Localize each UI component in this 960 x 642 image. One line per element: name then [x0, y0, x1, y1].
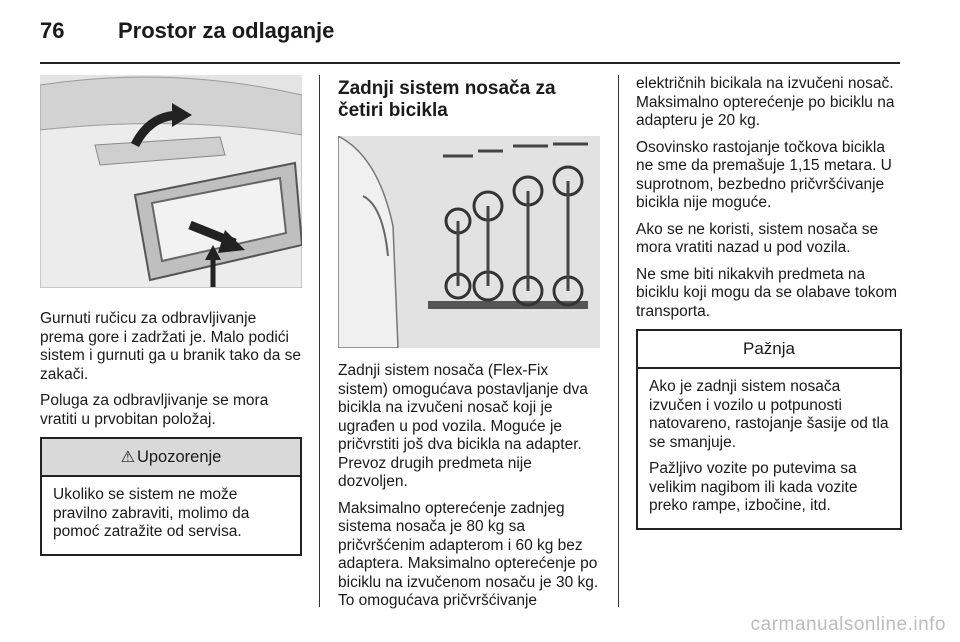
warning-triangle-icon: ⚠	[120, 449, 135, 466]
page-title: Prostor za odlaganje	[118, 18, 335, 43]
caution-box	[636, 329, 902, 530]
body-paragraph: električnih bicikala na izvučeni nosač. Maksimalno opterećenje po biciklu na adapteru je 20 kg.	[636, 75, 895, 129]
page-header	[0, 0, 960, 70]
watermark: carmanualsonline.info	[750, 614, 946, 635]
warning-title: Upozorenje	[136, 448, 222, 466]
body-paragraph: Zadnji sistem nosača (Flex-Fix sistem) omogućava postavljanje dva bicikla na izvučeni nosač koji je ugrađen u pod vozila. Moguće je pričvrstiti još dva bicikla na adapter. Prevoz drugih predmeta nije dozvoljen.	[338, 362, 588, 490]
warning-text: Ukoliko se sistem ne može pravilno zabraviti, molimo da pomoć zatražite od servisa.	[53, 486, 250, 540]
caution-text: Pažljivo vozite po putevima sa velikim nagibom ili kada vozite preko rampe, izbočine, itd.	[649, 460, 858, 514]
column-divider	[319, 75, 320, 607]
caution-text: Ako je zadnji sistem nosača izvučen i vozilo u potpunosti natovareno, rastojanje šasije od tla se smanjuje.	[649, 378, 889, 451]
header-rule	[40, 62, 900, 64]
instruction-paragraph: Gurnuti ručicu za odbravljivanje prema gore i zadržati je. Malo podići sistem i gurnuti ga u branik tako da se zakači.	[40, 310, 302, 383]
body-paragraph: Maksimalno opterećenje zadnjeg sistema nosača je 80 kg sa pričvršćenim adapterom i 60 kg bez adaptera. Maksimalno opterećenje po biciklu na izvučenom nosaču je 30 kg. To omogućava pričvršćivanje	[338, 499, 599, 609]
section-title: Zadnji sistem nosača za četiri bicikla	[338, 78, 556, 121]
instruction-paragraph: Poluga za odbravljivanje se mora vratiti u prvobitan položaj.	[40, 392, 269, 428]
body-paragraph: Ako se ne koristi, sistem nosača se mora vratiti nazad u pod vozila.	[636, 220, 879, 256]
body-paragraph: Osovinsko rastojanje točkova bicikla ne sme da premašuje 1,15 metara. U suprotnom, bezbedno pričvršćivanje bicikla nije moguće.	[636, 138, 892, 211]
page-number: 76	[40, 18, 65, 43]
column-left	[40, 75, 302, 556]
warning-box	[40, 437, 302, 556]
warning-header	[42, 439, 300, 477]
bicycle-carrier-illustration	[338, 136, 600, 348]
column-middle	[338, 75, 600, 619]
rear-bumper-illustration	[40, 75, 302, 288]
column-divider	[618, 75, 619, 607]
column-right	[636, 75, 902, 530]
caution-header: Pažnja	[638, 331, 900, 369]
body-paragraph: Ne sme biti nikakvih predmeta na biciklu koji mogu da se olabave tokom transporta.	[636, 265, 898, 320]
